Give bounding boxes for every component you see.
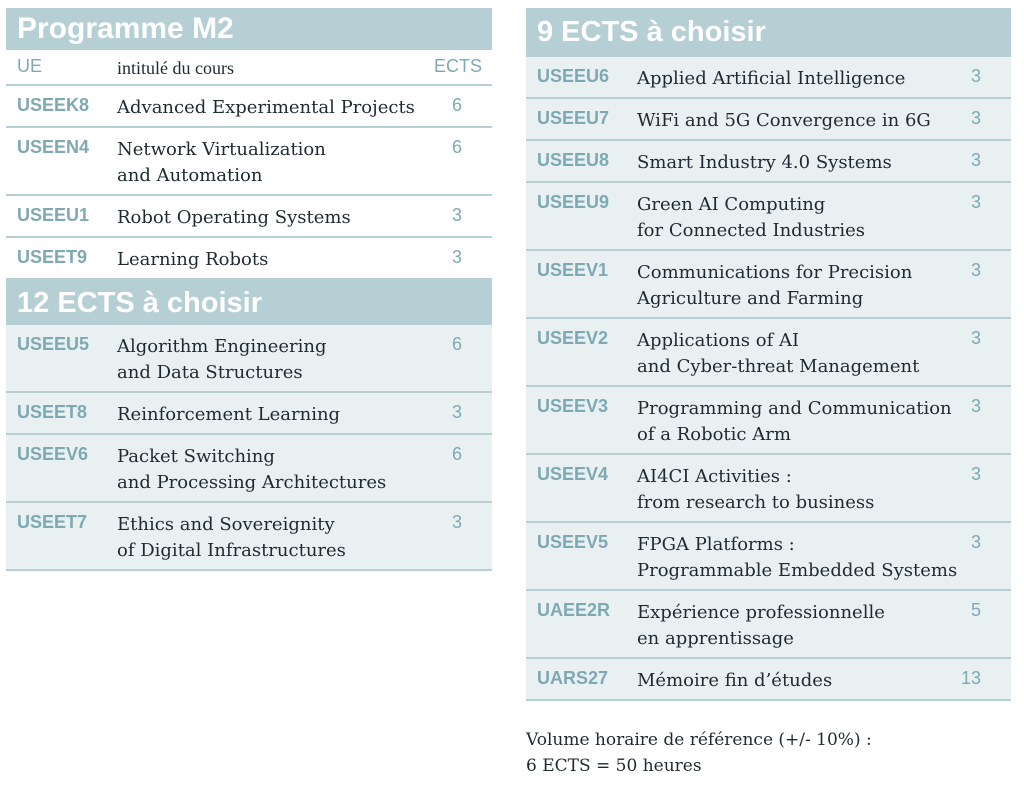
course-ects: 5 — [970, 600, 981, 620]
course-code: USEEV3 — [537, 396, 609, 416]
course-row — [526, 319, 1011, 387]
column-header-ue: UE — [17, 56, 43, 76]
course-ects: 3 — [451, 247, 462, 267]
course-ects: 3 — [451, 512, 462, 532]
course-row — [6, 128, 492, 196]
course-title: WiFi and 5G Convergence in 6G — [637, 110, 931, 131]
course-title: Communications for Precision Agriculture and Farming — [637, 262, 913, 309]
course-row — [526, 455, 1011, 523]
course-ects: 3 — [451, 402, 462, 422]
column-header-row — [6, 50, 492, 86]
course-title: Programming and Communication of a Robotic Arm — [637, 398, 952, 445]
hours-note — [526, 727, 872, 779]
hours-note-line-1: Volume horaire de référence (+/- 10%) : — [526, 730, 872, 750]
course-row — [6, 325, 492, 393]
course-row — [526, 99, 1011, 141]
course-code: UARS27 — [537, 668, 609, 688]
course-row — [526, 523, 1011, 591]
programme-table — [6, 8, 492, 571]
course-ects: 3 — [451, 205, 462, 225]
course-ects: 3 — [970, 464, 981, 484]
course-code: USEEU9 — [537, 192, 610, 212]
course-title: Applications of AI and Cyber-threat Management — [637, 330, 920, 377]
course-title: Advanced Experimental Projects — [117, 97, 415, 118]
course-row — [6, 238, 492, 280]
course-code: USEEK8 — [17, 95, 90, 115]
course-ects: 6 — [451, 137, 462, 157]
course-ects: 6 — [451, 334, 462, 354]
course-code: USEEV5 — [537, 532, 609, 552]
course-title: Network Virtualization and Automation — [117, 139, 326, 186]
course-code: USEEU7 — [537, 108, 610, 128]
course-row — [526, 183, 1011, 251]
course-ects: 3 — [970, 260, 981, 280]
course-code: USEEU6 — [537, 66, 610, 86]
elective-9-table — [526, 8, 1011, 701]
course-ects: 3 — [970, 66, 981, 86]
course-ects: 6 — [451, 444, 462, 464]
programme-title: Programme M2 — [6, 8, 492, 50]
course-ects: 3 — [970, 192, 981, 212]
course-row — [6, 86, 492, 128]
course-title: Smart Industry 4.0 Systems — [637, 152, 892, 173]
course-row — [6, 196, 492, 238]
column-header-ects: ECTS — [433, 56, 482, 76]
course-code: UAEE2R — [537, 600, 611, 620]
course-row — [6, 503, 492, 571]
course-code: USEET7 — [17, 512, 88, 532]
course-ects: 6 — [451, 95, 462, 115]
required-course-list — [6, 86, 492, 280]
course-title: Packet Switching and Processing Architectures — [117, 446, 387, 493]
course-code: USEET9 — [17, 247, 88, 267]
course-ects: 3 — [970, 108, 981, 128]
course-ects: 3 — [970, 150, 981, 170]
course-title: Green AI Computing for Connected Industries — [637, 194, 866, 241]
elective-12-course-list — [6, 325, 492, 571]
course-code: USEEV6 — [17, 444, 89, 464]
course-code: USEEU1 — [17, 205, 90, 225]
course-title: Reinforcement Learning — [117, 404, 341, 425]
course-row — [526, 387, 1011, 455]
course-row — [526, 659, 1011, 701]
course-row — [526, 251, 1011, 319]
course-code: USEET8 — [17, 402, 88, 422]
course-row — [6, 435, 492, 503]
course-title: Applied Artificial Intelligence — [637, 68, 906, 89]
course-ects: 3 — [970, 328, 981, 348]
course-title: Expérience professionnelle en apprentissage — [637, 602, 885, 649]
course-title: Learning Robots — [117, 249, 269, 270]
course-row — [526, 141, 1011, 183]
course-title: Ethics and Sovereignity of Digital Infrastructures — [117, 514, 346, 561]
course-ects: 3 — [970, 396, 981, 416]
course-code: USEEV4 — [537, 464, 609, 484]
course-title: FPGA Platforms : Programmable Embedded Systems — [637, 534, 958, 581]
hours-note-line-2: 6 ECTS = 50 heures — [526, 756, 702, 776]
elective-12-title: 12 ECTS à choisir — [6, 280, 492, 325]
elective-9-course-list — [526, 57, 1011, 701]
course-code: USEEV2 — [537, 328, 609, 348]
course-code: USEEV1 — [537, 260, 609, 280]
course-code: USEEN4 — [17, 137, 90, 157]
course-title: Robot Operating Systems — [117, 207, 351, 228]
course-row — [6, 393, 492, 435]
course-row — [526, 591, 1011, 659]
course-title: Algorithm Engineering and Data Structures — [117, 336, 327, 383]
course-title: AI4CI Activities : from research to business — [637, 466, 875, 513]
course-ects: 3 — [970, 532, 981, 552]
course-code: USEEU5 — [17, 334, 90, 354]
elective-9-title: 9 ECTS à choisir — [526, 8, 1011, 57]
course-row — [526, 57, 1011, 99]
column-header-title: intitulé du cours — [117, 58, 234, 78]
course-code: USEEU8 — [537, 150, 610, 170]
course-title: Mémoire fin d’études — [637, 670, 833, 691]
course-ects: 13 — [960, 668, 981, 688]
